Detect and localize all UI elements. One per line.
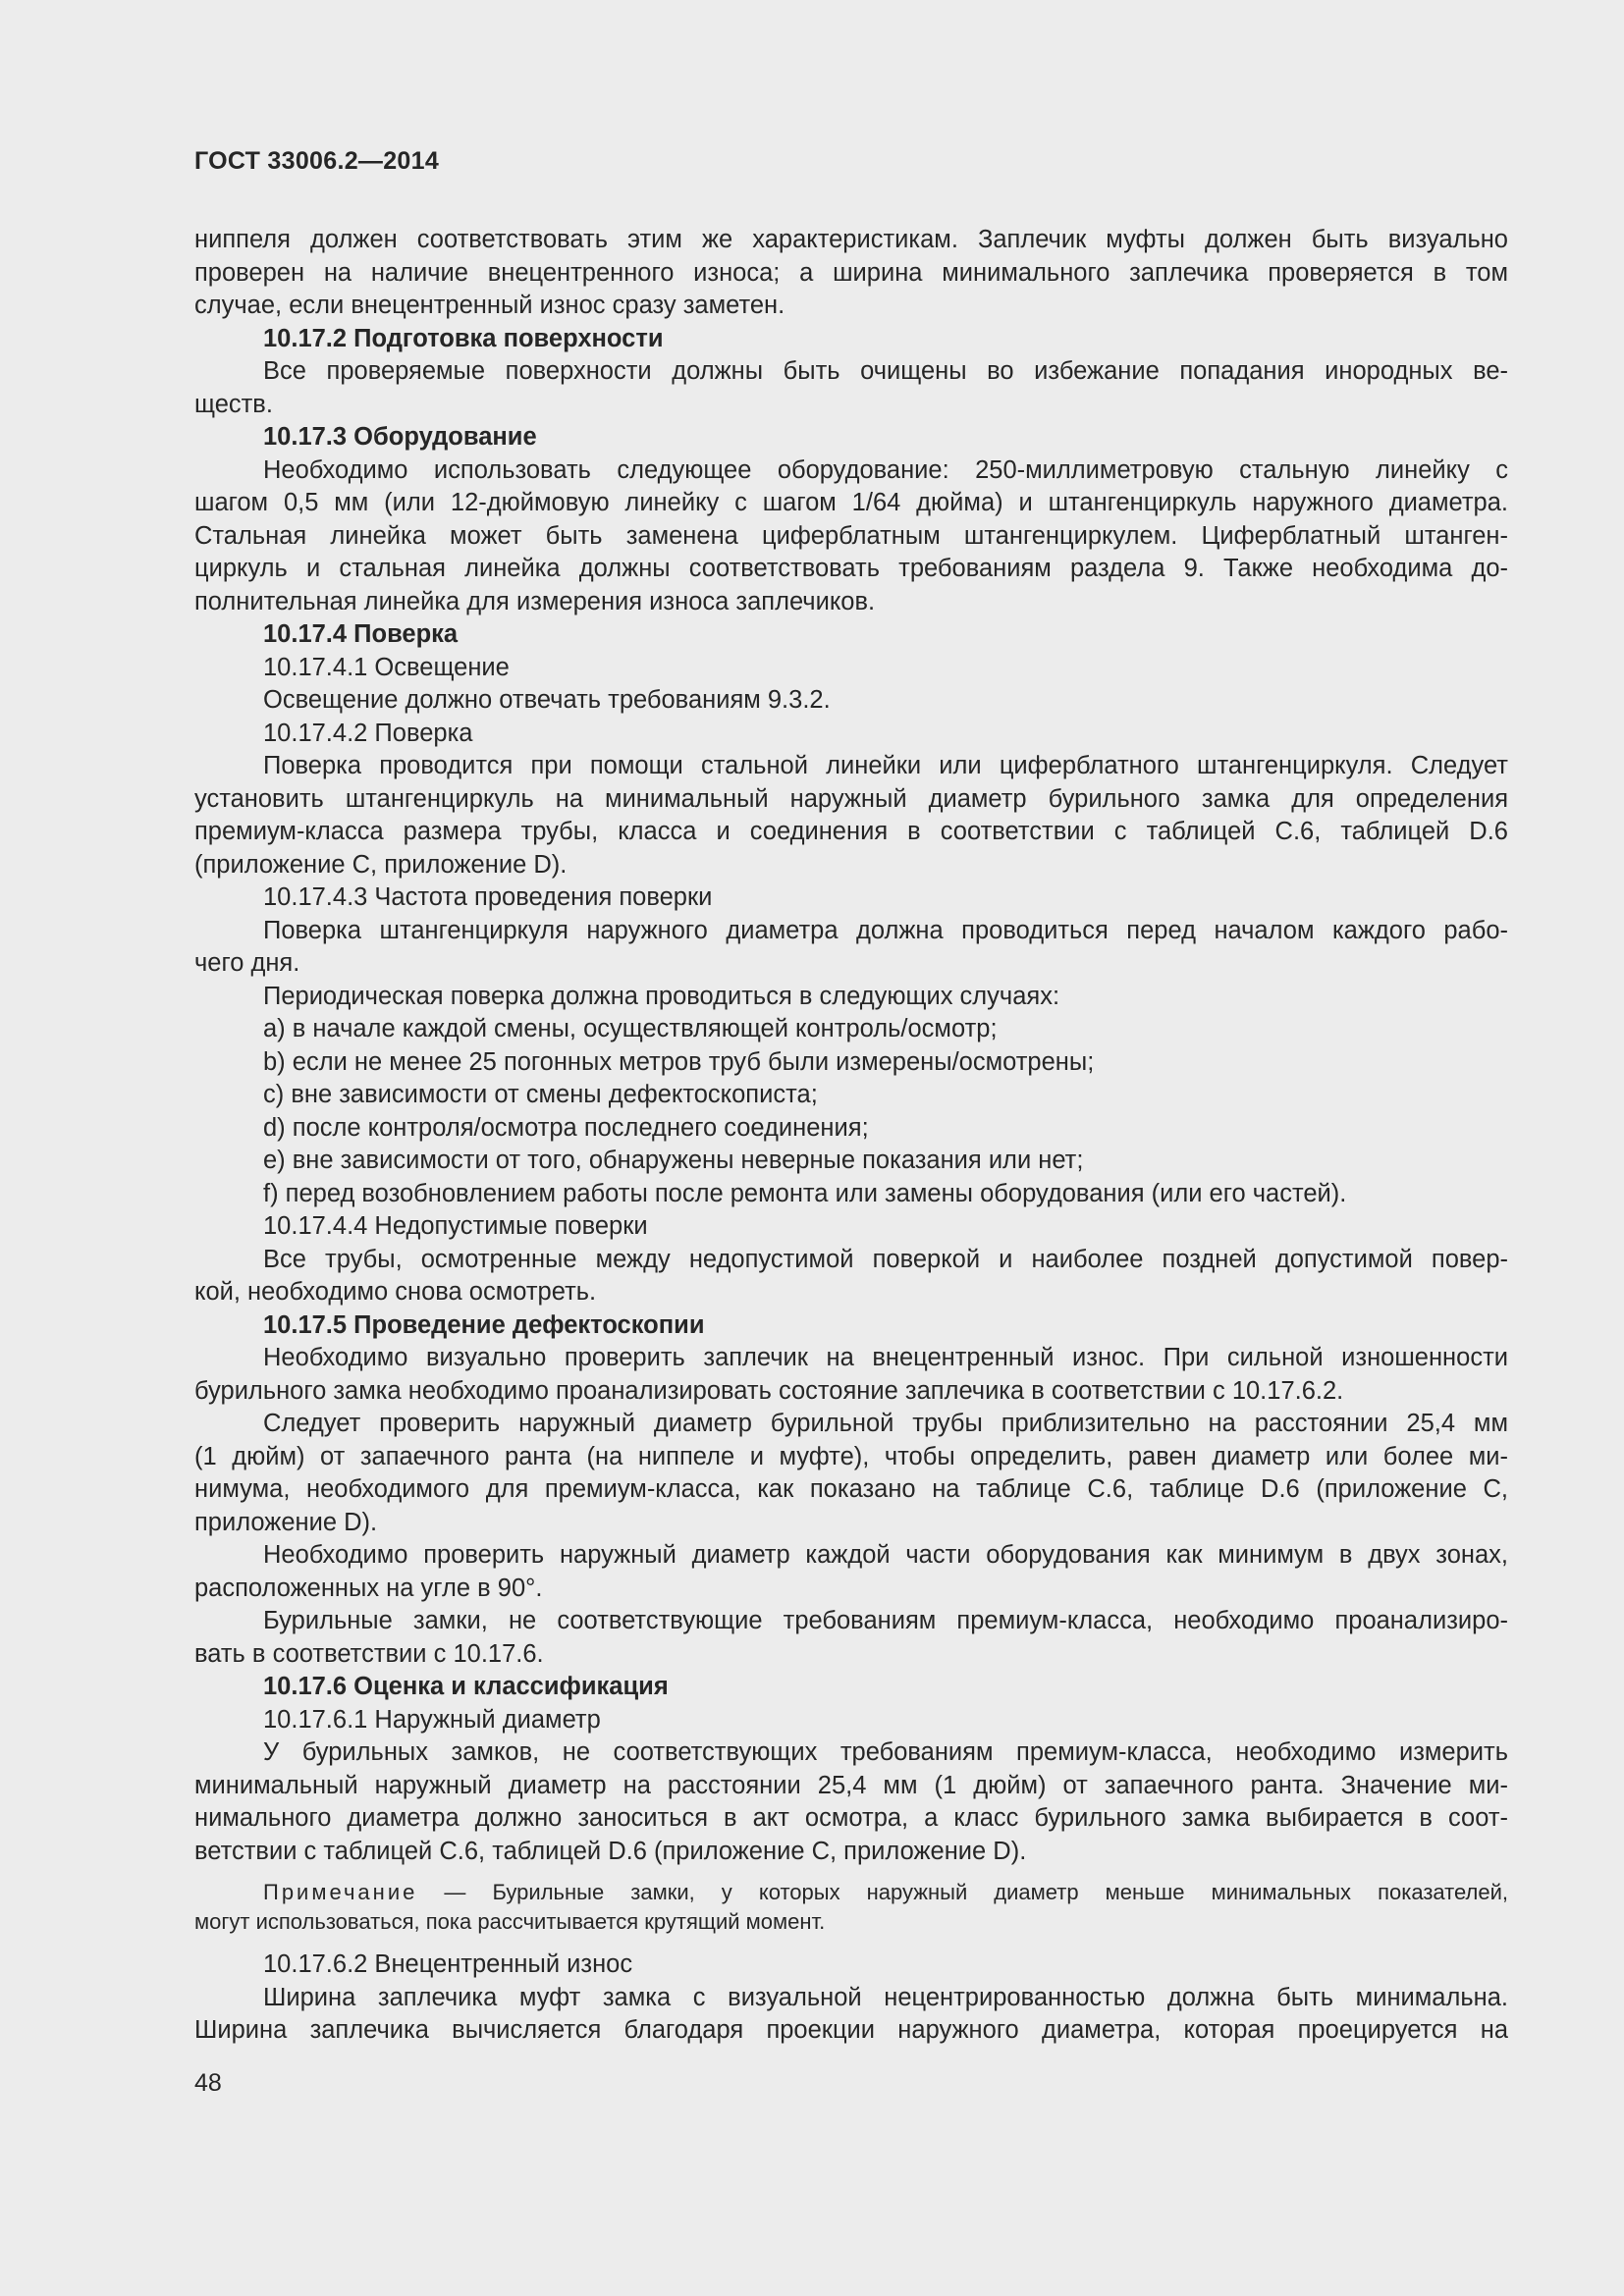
text-line: проверен на наличие внецентренного износа; а ширина минимального заплечика проверяется в том	[194, 258, 1508, 287]
text-line: расположенных на угле в 90°.	[194, 1574, 543, 1602]
text-line: нимума, необходимого для премиум-класса, как показано на таблице C.6, таблице D.6 (приложение C,	[194, 1475, 1508, 1503]
text-line: 10.17.6.1 Наружный диаметр	[263, 1705, 601, 1734]
document-body	[194, 224, 1508, 2048]
paragraph-block	[194, 224, 1508, 1868]
text-line: Ширина заплечика вычисляется благодаря проекции наружного диаметра, которая проецируется на	[194, 2016, 1508, 2044]
section-heading: 10.17.6 Оценка и классификация	[263, 1673, 669, 1700]
text-line: вать в соответствии с 10.17.6.	[194, 1639, 544, 1668]
note-dash: —	[417, 1880, 493, 1904]
text-line: 10.17.4.1 Освещение	[263, 653, 510, 681]
text-line: случае, если внецентренный износ сразу заметен.	[194, 292, 785, 319]
text-line: полнительная линейка для измерения износа заплечиков.	[194, 587, 876, 615]
text-line: Следует проверить наружный диаметр бурильной трубы приблизительно на расстоянии 25,4 мм	[263, 1410, 1508, 1437]
text-line: ществ.	[194, 390, 273, 418]
text-line: Ширина заплечика муфт замка с визуальной нецентрированностью должна быть минимальна.	[263, 1983, 1508, 2011]
text-line: 10.17.4.4 Недопустимые поверки	[263, 1212, 648, 1240]
text-line: d) после контроля/осмотра последнего соединения;	[263, 1113, 869, 1142]
text-line: Бурильные замки, не соответствующие требованиям премиум-класса, необходимо проанализиро-	[263, 1607, 1508, 1634]
text-line: 10.17.4.3 Частота проведения поверки	[263, 883, 713, 911]
document-id-header: ГОСТ 33006.2—2014	[194, 147, 440, 175]
text-line: чего дня.	[194, 949, 300, 977]
text-line: ниппеля должен соответствовать этим же характеристикам. Заплечик муфты должен быть визуально	[194, 226, 1508, 253]
text-line: Поверка штангенциркуля наружного диаметра должна проводиться перед началом каждого рабо-	[263, 916, 1508, 944]
note-line	[194, 1878, 1508, 1907]
text-line: (1 дюйм) от запаечного ранта (на ниппеле и муфте), чтобы определить, равен диаметр или более ми-	[194, 1442, 1508, 1470]
text-line: Периодическая поверка должна проводиться в следующих случаях:	[263, 982, 1060, 1010]
text-line: приложение D).	[194, 1508, 378, 1536]
text-line: (приложение C, приложение D).	[194, 850, 568, 879]
text-line: установить штангенциркуль на минимальный наружный диаметр бурильного замка для определения	[194, 784, 1508, 813]
note-label: Примечание	[263, 1880, 418, 1904]
paragraph-block-2	[194, 1949, 1508, 2048]
text-line: У бурильных замков, не соответствующих требованиям премиум-класса, необходимо измерить	[263, 1738, 1508, 1766]
section-heading: 10.17.3 Оборудование	[263, 423, 537, 451]
text-line: Необходимо визуально проверить заплечик на внецентренный износ. При сильной изношенности	[263, 1344, 1508, 1371]
section-heading: 10.17.2 Подготовка поверхности	[263, 324, 664, 352]
text-line: Необходимо использовать следующее оборудование: 250-миллиметровую стальную линейку с	[263, 455, 1508, 484]
text-line: Необходимо проверить наружный диаметр каждой части оборудования как минимум в двух зонах,	[263, 1541, 1508, 1569]
text-line: c) вне зависимости от смены дефектоскописта;	[263, 1081, 818, 1108]
note-text: Бурильные замки, у которых наружный диаметр меньше минимальных показателей,	[492, 1880, 1508, 1904]
text-line: ветствии с таблицей C.6, таблицей D.6 (приложение C, приложение D).	[194, 1837, 1027, 1865]
text-line: минимальный наружный диаметр на расстоянии 25,4 мм (1 дюйм) от запаечного ранта. Значение ми-	[194, 1771, 1508, 1799]
section-heading: 10.17.4 Поверка	[263, 620, 459, 648]
text-line: Поверка проводится при помощи стальной линейки или циферблатного штангенциркуля. Следует	[263, 752, 1508, 779]
text-line: Освещение должно отвечать требованиям 9.3.2.	[263, 686, 831, 714]
text-line: 10.17.6.2 Внецентренный износ	[263, 1950, 633, 1978]
text-line: 10.17.4.2 Поверка	[263, 719, 473, 747]
text-line: Все проверяемые поверхности должны быть очищены во избежание попадания инородных ве-	[263, 357, 1508, 385]
text-line: циркуль и стальная линейка должны соответствовать требованиям раздела 9. Также необходима до-	[194, 555, 1508, 582]
note-line: могут использоваться, пока рассчитывается крутящий момент.	[194, 1909, 826, 1934]
text-line: b) если не менее 25 погонных метров труб были измерены/осмотрены;	[263, 1047, 1095, 1076]
text-line: премиум-класса размера трубы, класса и соединения в соответствии с таблицей C.6, таблицей D.6	[194, 818, 1508, 845]
page-number: 48	[194, 2069, 222, 2097]
text-line: нимального диаметра должно заноситься в акт осмотра, а класс бурильного замка выбирается в соот-	[194, 1804, 1508, 1832]
note-block	[194, 1878, 1508, 1937]
text-line: Все трубы, осмотренные между недопустимой поверкой и наиболее поздней допустимой повер-	[263, 1245, 1508, 1273]
text-line: кой, необходимо снова осмотреть.	[194, 1278, 597, 1306]
text-line: шагом 0,5 мм (или 12-дюймовую линейку с шагом 1/64 дюйма) и штангенциркуль наружного диаметра.	[194, 489, 1508, 516]
text-line: f) перед возобновлением работы после ремонта или замены оборудования (или его частей).	[263, 1179, 1347, 1207]
text-line: Стальная линейка может быть заменена циферблатным штангенциркулем. Циферблатный штанген-	[194, 521, 1508, 550]
text-line: a) в начале каждой смены, осуществляющей контроль/осмотр;	[263, 1015, 998, 1042]
text-line: e) вне зависимости от того, обнаружены неверные показания или нет;	[263, 1147, 1084, 1174]
text-line: бурильного замка необходимо проанализировать состояние заплечика в соответствии с 10.17.6.2.	[194, 1376, 1344, 1405]
section-heading: 10.17.5 Проведение дефектоскопии	[263, 1310, 705, 1339]
